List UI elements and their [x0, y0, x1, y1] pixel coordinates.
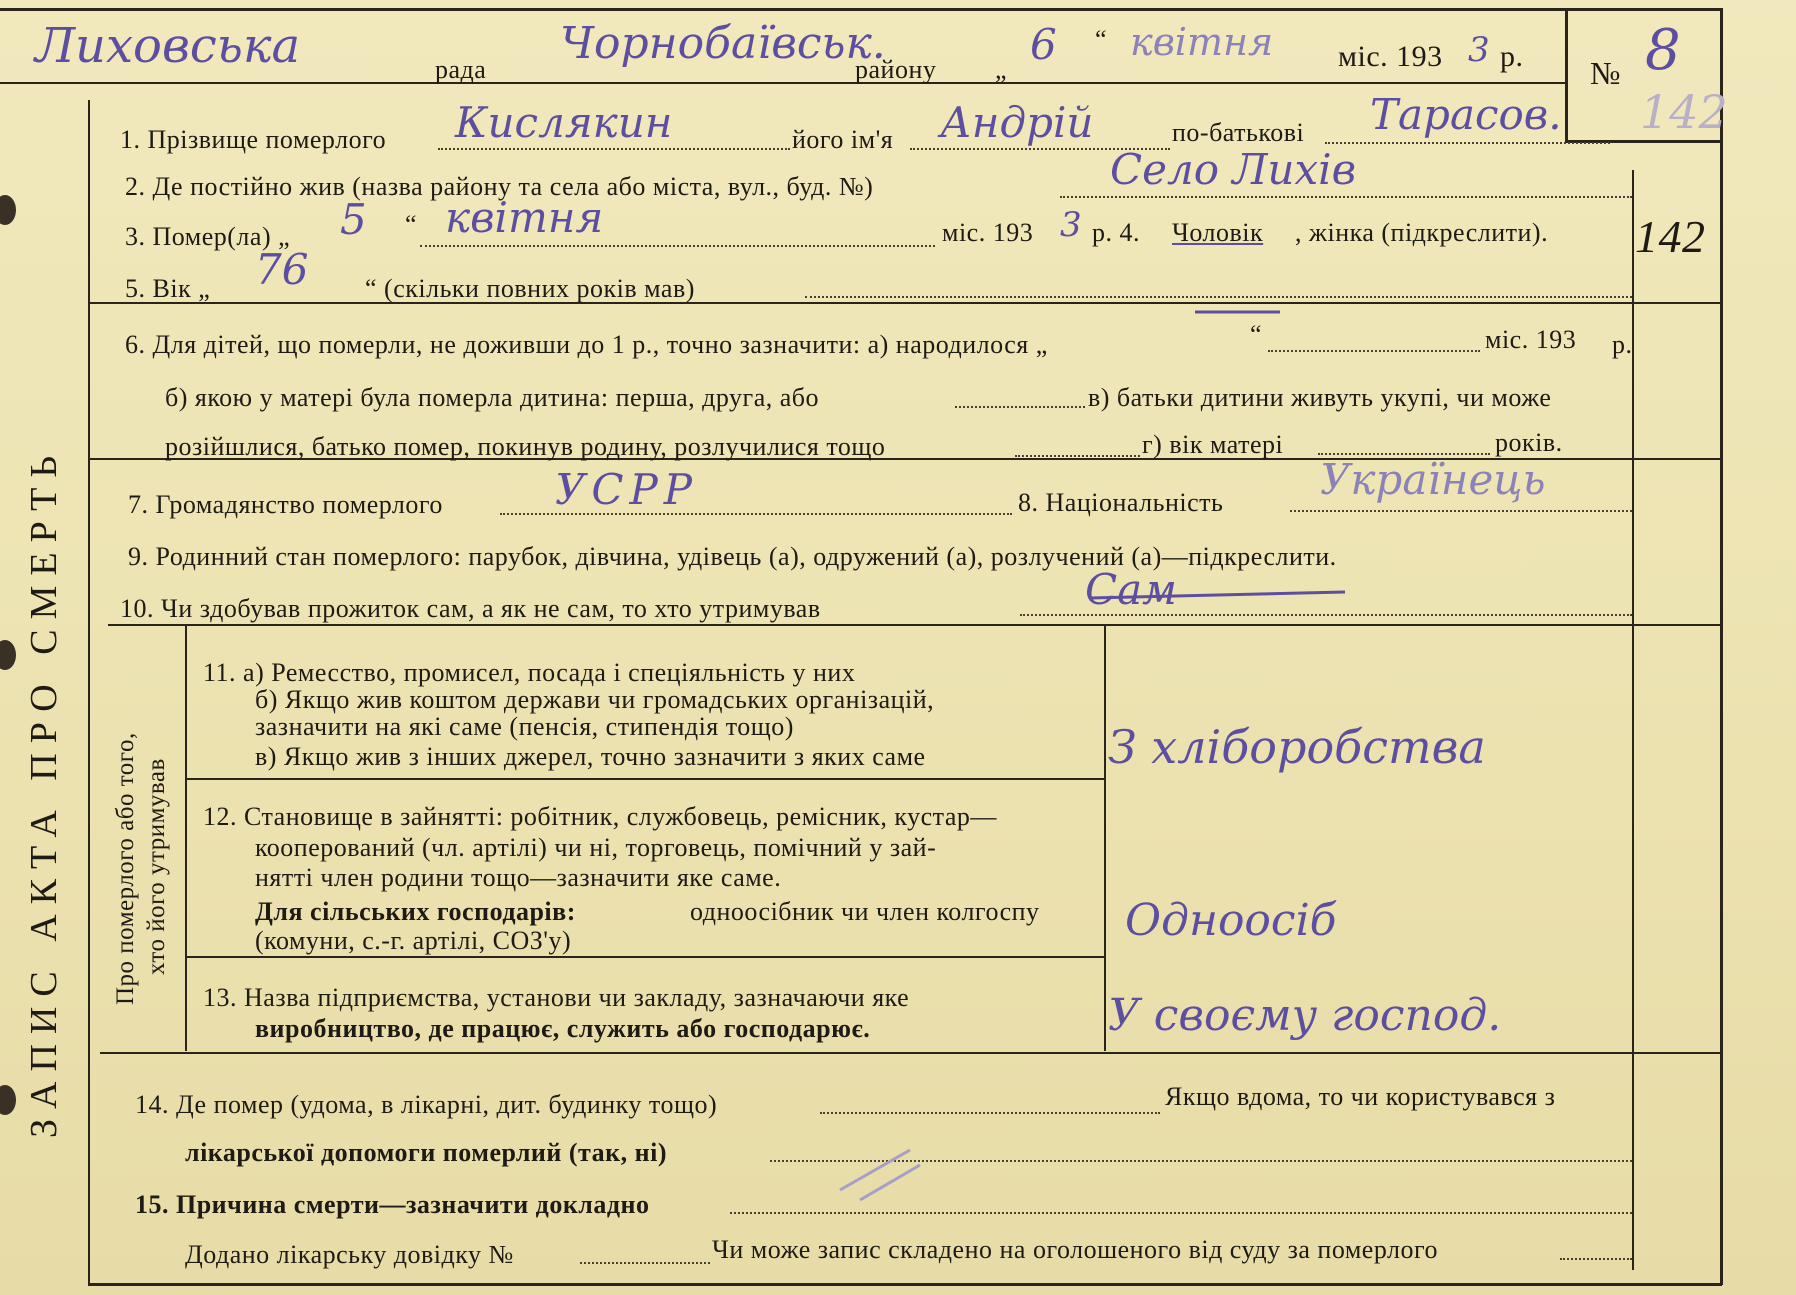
- infant-separated-label: розійшлися, батько помер, покинув родину, розлучилися тощо: [165, 432, 886, 461]
- handwritten-side-number: 142: [1635, 211, 1706, 262]
- occupation-a-label: 11. а) Ремесство, промисел, посада і спеціяльність у них: [203, 658, 856, 687]
- surname-label: 1. Прізвище померлого: [120, 125, 387, 154]
- handwritten-death-month: квітня: [445, 193, 604, 242]
- infant-born-label: 6. Для дітей, що померли, не доживши до 1 р., точно зазначити: а) народилося „: [125, 330, 1048, 359]
- age-label: 5. Вік „: [125, 274, 211, 303]
- separator-after-5: [90, 302, 1720, 304]
- separator-after-10: [108, 624, 1720, 626]
- occupation-block-left: [185, 626, 187, 1051]
- side-subtitle-line1: Про померлого або того,: [112, 732, 139, 1005]
- handwritten-workplace: У своєму господ.: [1108, 990, 1502, 1041]
- cause-of-death-label: 15. Причина смерти—зазначити докладно: [135, 1190, 650, 1219]
- handwritten-month: квітня: [1130, 20, 1274, 64]
- district-label: району: [855, 55, 937, 84]
- separator-after-11: [186, 778, 1104, 780]
- place-of-death-label: 14. Де помер (удома, в лікарні, дит. будинку тощо): [135, 1090, 718, 1119]
- medical-certificate-label: Додано лікарську довідку №: [185, 1240, 514, 1269]
- handwritten-patronymic: Тарасов.: [1370, 90, 1562, 139]
- patronymic-label: по-батькові: [1172, 118, 1305, 147]
- mother-age-years: років.: [1495, 428, 1563, 457]
- handwritten-first-name: Андрій: [940, 98, 1094, 147]
- death-month-label: міс. 193: [942, 218, 1034, 247]
- handwritten-citizenship: УСРР: [555, 465, 699, 514]
- death-year-label: р. 4.: [1092, 218, 1140, 247]
- first-name-label: його ім'я: [792, 125, 894, 154]
- binder-hole-bottom: [0, 1085, 16, 1115]
- medical-help-line2: лікарської допомоги померлий (так, ні): [185, 1138, 667, 1167]
- infant-born-year: р.: [1612, 330, 1633, 359]
- binder-hole-top: [0, 195, 16, 225]
- handwritten-death-year: 3: [1060, 205, 1082, 245]
- handwritten-day: 6: [1030, 20, 1057, 69]
- died-label: 3. Помер(ла) „: [125, 222, 291, 251]
- farmers-options-line2: (комуни, с.-г. артілі, СОЗ'у): [255, 926, 572, 955]
- home-medical-help-label: Якщо вдома, то чи користувався з: [1165, 1082, 1556, 1111]
- livelihood-label: 10. Чи здобував прожиток сам, а як не сам, то хто утримував: [120, 594, 821, 623]
- number-box-left: [1565, 10, 1568, 142]
- handwritten-district: Чорнобаївськ.: [560, 18, 886, 69]
- citizenship-label: 7. Громадянство померлого: [128, 490, 443, 519]
- handwritten-livelihood: Сам: [1085, 565, 1177, 614]
- handwritten-nationality: Українець: [1320, 455, 1546, 504]
- date-close-quote: “: [1095, 25, 1108, 54]
- handwritten-surname: Кислякин: [455, 98, 673, 147]
- handwritten-number: 8: [1645, 18, 1681, 83]
- separator-after-13: [100, 1052, 1720, 1054]
- employment-status-line1: 12. Становище в зайнятті: робітник, службовець, ремісник, кустар—: [203, 802, 997, 831]
- infant-born-quote: “: [1250, 320, 1263, 349]
- binder-hole-middle: [0, 640, 16, 670]
- infant-order-label: б) якою у матері була померла дитина: перша, друга, або: [165, 383, 820, 412]
- handwritten-employment-status: Одноосіб: [1125, 895, 1337, 946]
- occupation-b-label: б) Якщо жив коштом держави чи громадських організацій,: [255, 685, 935, 714]
- handwritten-residence: Село Лихів: [1110, 145, 1357, 194]
- date-open-quote: „: [995, 55, 1008, 84]
- handwritten-number-faded: 142: [1640, 85, 1728, 139]
- farmers-label: Для сільських господарів:: [255, 897, 576, 926]
- infant-born-month: міс. 193: [1485, 325, 1577, 354]
- workplace-line2: виробництво, де працює, служить або господарює.: [255, 1014, 871, 1043]
- marital-status-label: 9. Родинний стан померлого: парубок, дівчина, удівець (а), одружений (а), розлучений (а)—підкреслити.: [128, 542, 1337, 571]
- year-label: р.: [1500, 40, 1524, 73]
- handwritten-occupation: З хліборобства: [1108, 720, 1486, 774]
- handwritten-year-digit: 3: [1468, 30, 1490, 70]
- side-subtitle-line2: хто його утримував: [143, 758, 170, 975]
- left-frame-line: [88, 100, 90, 1285]
- right-frame-line: [1720, 8, 1723, 1285]
- handwritten-council: Лиховська: [35, 18, 301, 74]
- council-label: рада: [435, 55, 487, 84]
- infant-parents-label: в) батьки дитини живуть укупі, чи може: [1088, 383, 1552, 412]
- employment-status-line3: нятті член родини тощо—зазначити яке саме.: [255, 863, 782, 892]
- number-label: №: [1590, 55, 1622, 91]
- separator-after-12: [186, 956, 1104, 958]
- occupation-b2-label: зазначити на які саме (пенсія, стипендія тощо): [255, 712, 794, 741]
- died-quote: “: [405, 210, 418, 239]
- court-declared-label: Чи може запис складено на оголошеного від суду за померлого: [712, 1235, 1438, 1264]
- handwritten-death-day: 5: [340, 195, 367, 244]
- sex-man-underlined: Чоловік: [1172, 218, 1264, 247]
- occupation-c-label: в) Якщо жив з інших джерел, точно зазначити з яких саме: [255, 742, 926, 771]
- employment-status-line2: кооперований (чл. артілі) чи ні, торговець, помічний у зай-: [255, 833, 937, 862]
- residence-label: 2. Де постійно жив (назва району та села або міста, вул., буд. №): [125, 172, 874, 201]
- top-border: [0, 8, 1722, 11]
- sex-label-rest: , жінка (підкреслити).: [1295, 218, 1549, 247]
- occupation-block-divider: [1104, 626, 1106, 1051]
- bottom-border: [88, 1283, 1722, 1286]
- side-title: ЗАПИС АКТА ПРО СМЕРТЬ: [23, 445, 65, 1138]
- farmers-options: одноосібник чи член колгоспу: [690, 897, 1040, 926]
- workplace-line1: 13. Назва підприємства, установи чи закладу, зазначаючи яке: [203, 983, 910, 1012]
- header-bottom-line: [0, 82, 1565, 84]
- age-label-end: “ (скільки повних років мав): [365, 274, 695, 303]
- mother-age-label: г) вік матері: [1142, 430, 1284, 459]
- handwritten-age: 76: [255, 245, 309, 294]
- nationality-label: 8. Національність: [1018, 488, 1224, 517]
- month-label: міс. 193: [1338, 40, 1443, 73]
